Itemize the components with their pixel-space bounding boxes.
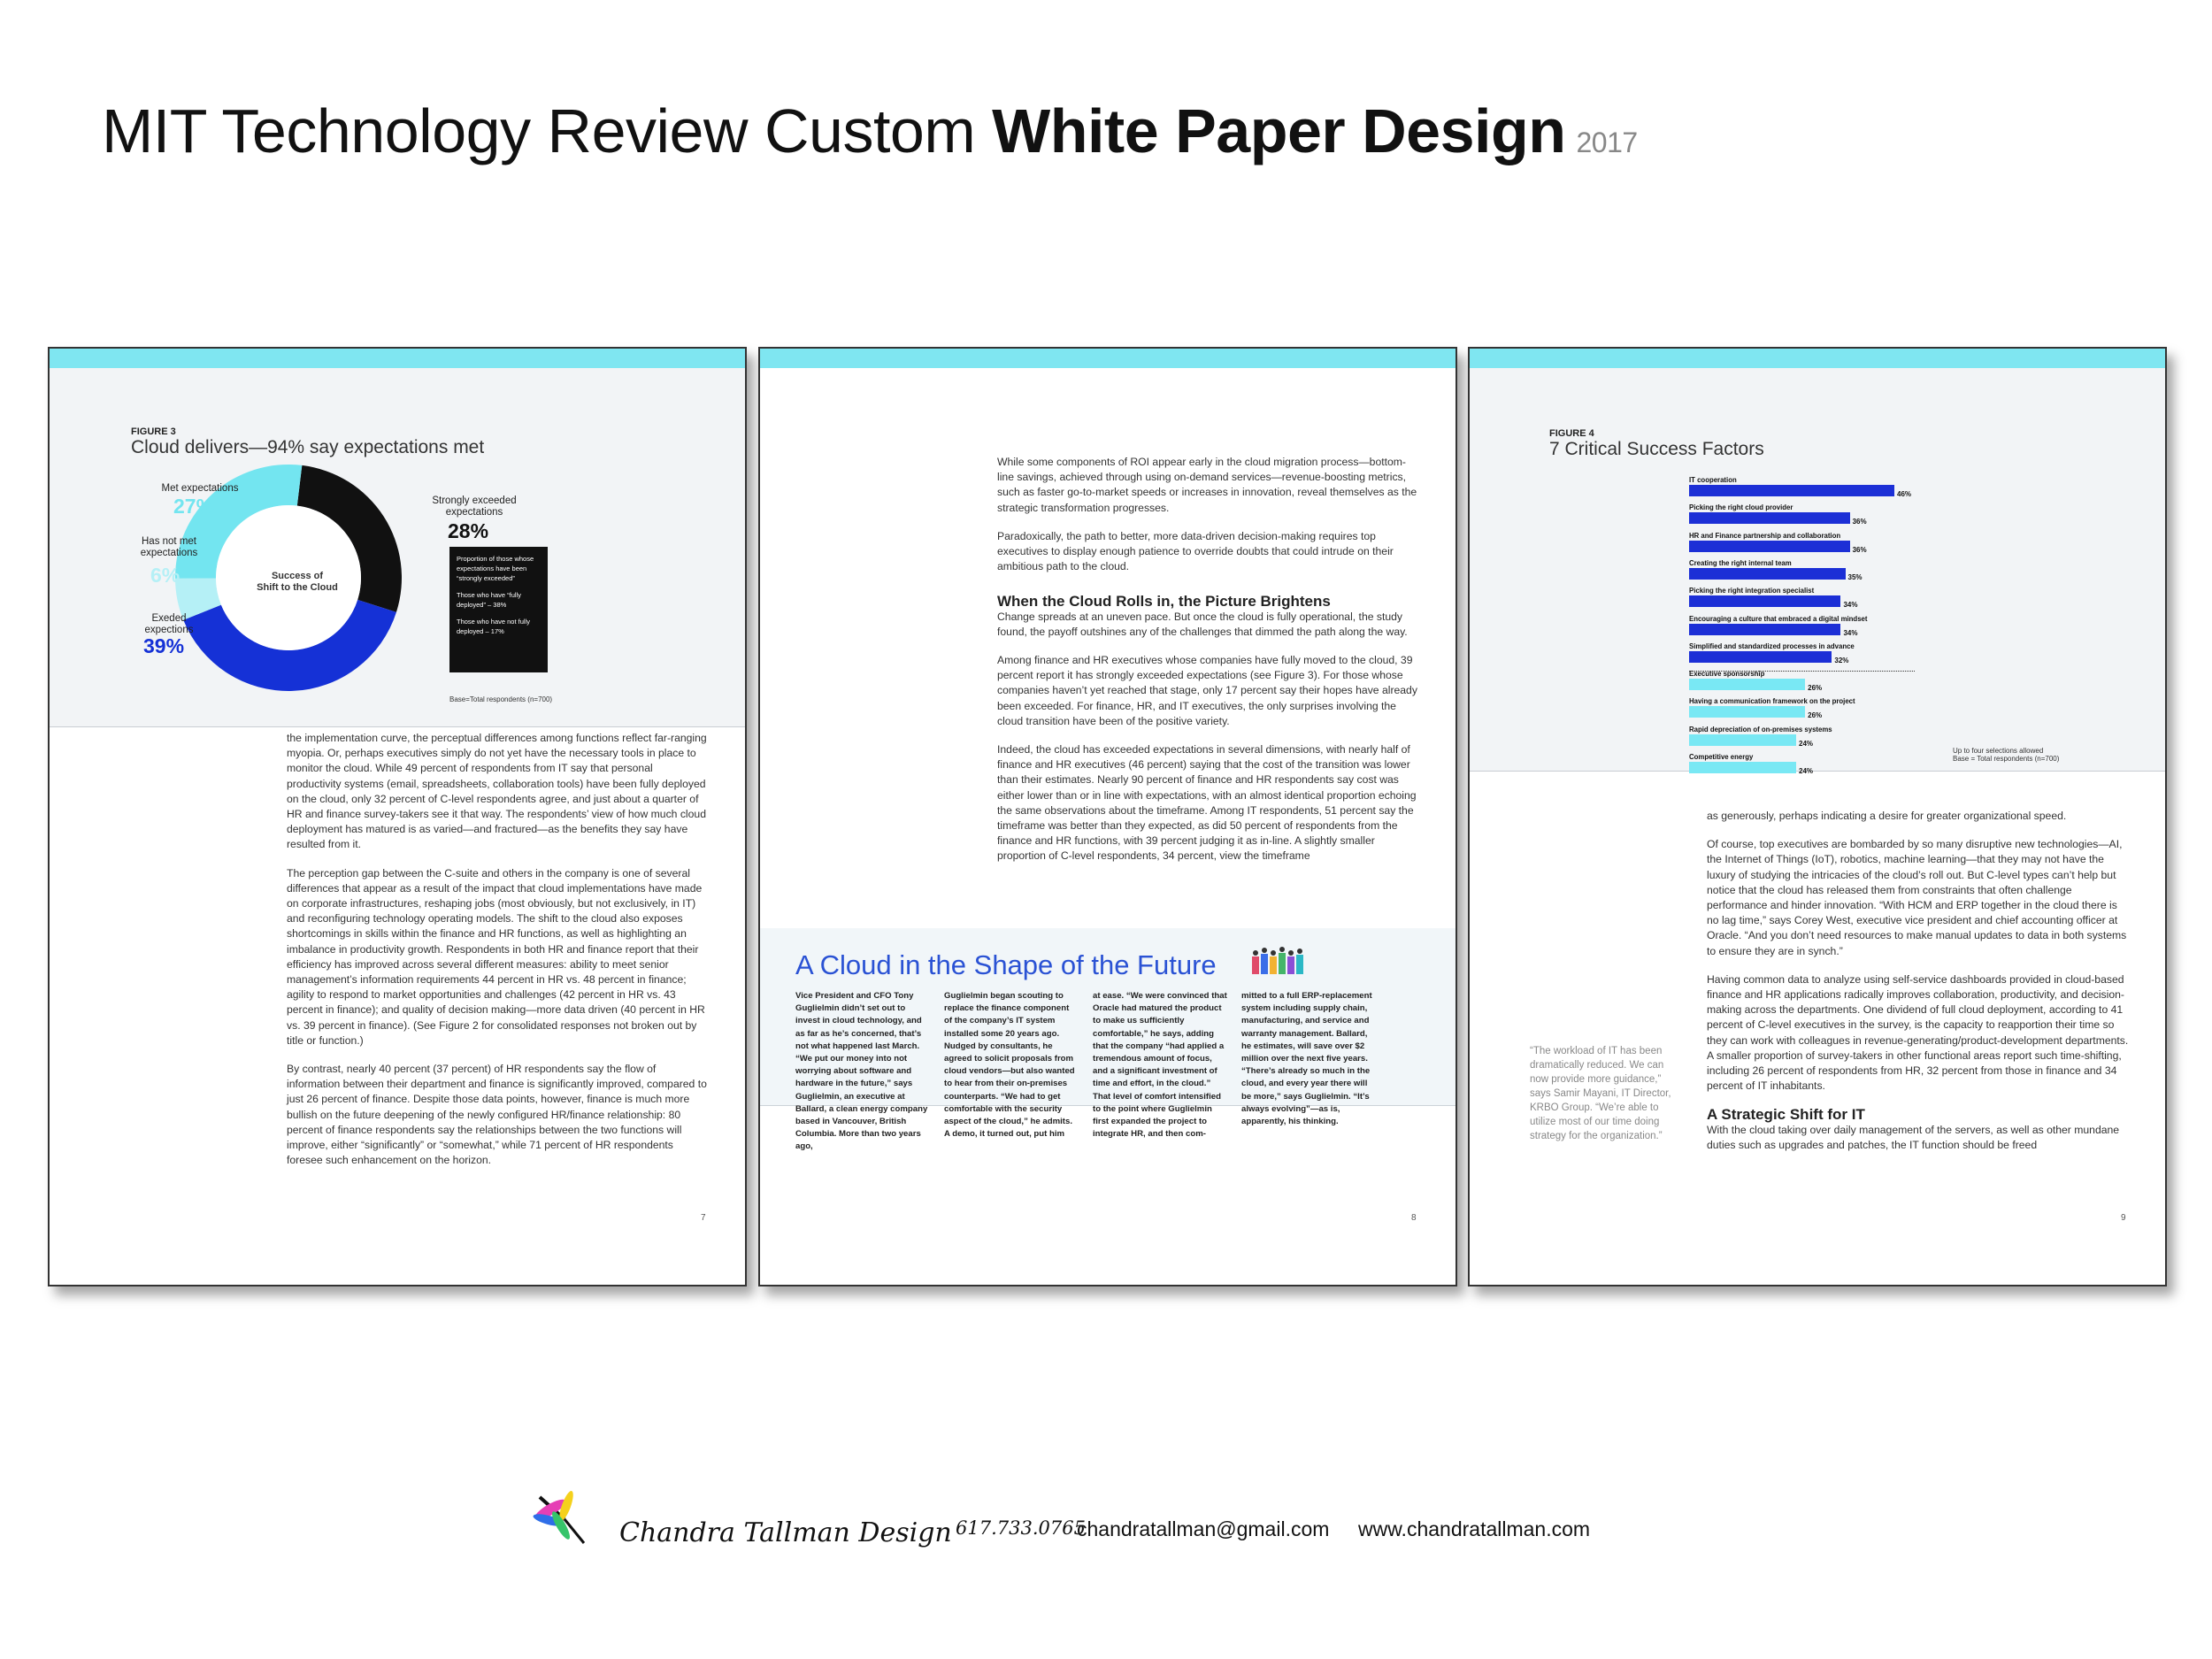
bar-label: IT cooperation xyxy=(1689,476,1737,484)
label-exceeded xyxy=(120,613,218,636)
section-heading: A Strategic Shift for IT xyxy=(1707,1106,1865,1124)
callout-line-1: Proportion of those whose expectations have been “strongly exceeded” xyxy=(457,555,534,582)
page-number: 7 xyxy=(701,1213,706,1223)
bar-value: 36% xyxy=(1852,518,1867,526)
page-9-body xyxy=(1707,809,2130,1166)
bar-label: Having a communication framework on the project xyxy=(1689,697,1855,706)
paragraph: Among finance and HR executives whose companies have fully moved to the cloud, 39 percent report it has strongly exceeded expectations (see Figure 3). For those whose companies haven’t yet reached that stage, only 17 percent say their hopes have already been exceeded. For finance, HR, and IT executives, the only surprises involving the cloud transition have been of the positive variety. xyxy=(997,654,1417,727)
page-number: 8 xyxy=(1411,1213,1417,1223)
page-7-body xyxy=(287,731,710,1181)
donut-center-2: Shift to the Cloud xyxy=(257,582,338,593)
top-seven-divider xyxy=(1689,671,1915,672)
label-notmet-1: Has not met xyxy=(142,536,196,547)
bar xyxy=(1689,485,1894,496)
callout-line-2: Those who have “fully deployed” – 38% xyxy=(457,591,521,609)
bar xyxy=(1689,624,1840,635)
bar-value: 26% xyxy=(1808,711,1823,720)
pct-notmet: 6% xyxy=(150,564,180,587)
footer-website[interactable]: www.chandratallman.com xyxy=(1358,1517,1591,1540)
callout-box xyxy=(449,547,548,672)
paragraph: While some components of ROI appear early in the cloud migration process—bottom-line savings, achieved through using on-demand services—revenue-boosting metrics, such as faster go-to-market speeds or increases in innovation, reveal themselves as the strategic transformation progresses. xyxy=(997,456,1417,514)
bar-label: Executive sponsorship xyxy=(1689,670,1765,679)
label-notmet xyxy=(120,536,218,559)
donut-center-label xyxy=(244,571,350,594)
pct-met: 27% xyxy=(173,495,215,518)
paragraph: as generously, perhaps indicating a desire for greater organizational speed. xyxy=(1707,810,2067,822)
bar xyxy=(1689,734,1796,746)
section-heading: When the Cloud Rolls in, the Picture Brightens xyxy=(997,593,1331,611)
footer-email[interactable]: chandratallman@gmail.com xyxy=(1077,1517,1330,1540)
sidebar-panel xyxy=(760,928,1455,1152)
paragraph: Having common data to analyze using self-service dashboards provided in cloud-based finance and HR applications radically improves collaboration, productivity, and decision-making across the departments. One dividend of full cloud deployment, according to 41 percent of C-level executives in the survey, is the capacity to reapportion their time so they can work with colleagues in revenue-generating/product-development departments. A smaller proportion of survey-takers in other functional areas report such time-shifting, including 26 percent of respondents from HR, 32 percent from those in finance and 34 percent of IT inhabitants. xyxy=(1707,972,2129,1093)
pull-quote: “The workload of IT has been dramatically reduced. We can now provide more guidance,” says Samir Mayani, IT Director, KRBO Group. “We’re able to utilize most of our time doing strategy for the organization.” xyxy=(1530,1046,1671,1141)
bar-value: 46% xyxy=(1897,490,1912,498)
base-note: Base=Total respondents (n=700) xyxy=(449,695,553,703)
title-bold: White Paper Design xyxy=(992,96,1566,165)
sidebar-title: A Cloud in the Shape of the Future xyxy=(795,949,1217,980)
footer-brand xyxy=(619,1517,952,1548)
paragraph: the implementation curve, the perceptual differences among functions reflect far-ranging myopia. Or, perhaps executives simply do not yet have the necessary tools in place to monitor the cloud. While 49 percent of respondents from IT say that personal productivity systems (email, spreadsheets, collaboration tools) have been fully deployed on the cloud, only 32 percent of C-level respondents agree, and just about a quarter of HR and finance survey-takers see it that way. The respondents’ view of how much cloud deployment has matured is as varied—and fractured—as the benefits they say have resulted from it. xyxy=(287,732,707,851)
sidebar-column: Guglielmin began scouting to replace the finance component of the company’s IT system installed some 20 years ago. Nudged by consultants, he agreed to solicit proposals from cloud vendors—but also wanted to hear from their on-premises counterparts. “We had to get comfortable with the security aspect of the cloud,” he admits. A demo, it turned out, put him xyxy=(944,991,1075,1140)
bar-chart xyxy=(1470,368,2165,775)
paragraph: The perception gap between the C-suite and others in the company is one of several differences that appear as a result of the impact that cloud implementations have made on corporate infrastructures, reshaping jobs (most obviously, but not exclusively, in IT) and reconfiguring technology operating models. The shift to the cloud also exposes shortcomings in skills within the finance and HR functions, as well as highlighting an imbalance in productivity growth. Respondents in both HR and finance report that their efficiency has improved across several different measures: ability to meet senior management’s information requirements 44 percent in HR vs. 48 percent in finance; agility to respond to market opportunities and challenges (42 percent in HR vs. 43 percent in finance); and quality of decision making—more data driven (40 percent in HR vs. 39 percent in finance). (See Figure 2 for consolidated responses not broken out by title or function.) xyxy=(287,866,705,1047)
pct-exceeded: 39% xyxy=(143,634,185,657)
sidebar-column: at ease. “We were convinced that Oracle had matured the product to make us sufficiently comfortable,” he says, adding that the company “had applied a tremendous amount of focus, and a significant investment of time and effort, in the cloud.” That level of comfort intensified to the point where Guglielmin first expanded the project to integrate HR, and then com- xyxy=(1093,991,1227,1140)
figure-title: 7 Critical Success Factors xyxy=(1549,439,1764,459)
paragraph: Of course, top executives are bombarded by so many disruptive new technologies—AI, the Internet of Things (IoT), robotics, machine learning—that they may not have the luxury of studying the intricacies of the cloud’s roll out. But C-level types can’t help but notice that the cloud has released them from constraints that often challenge performance and hinder innovation. “With HCM and ERP together in the cloud there is no lag time,” says Corey West, executive vice president and chief accounting officer at Oracle. “And you don’t need resources to make manual updates to data in both systems to ensure they are in synch.” xyxy=(1707,838,2127,957)
bar xyxy=(1689,512,1850,524)
donut-center-1: Success of xyxy=(271,571,324,581)
brand-name: Chandra Tallman Design xyxy=(619,1517,952,1548)
pct-strong: 28% xyxy=(448,519,489,542)
bar-label: HR and Finance partnership and collaboration xyxy=(1689,531,1841,540)
bar xyxy=(1689,595,1840,607)
chart-note xyxy=(1953,747,2059,763)
page-9 xyxy=(1468,347,2167,1286)
paragraph: Indeed, the cloud has exceeded expectations in several dimensions, with nearly half of finance and HR executives (46 percent) saying that the cost of the transition was lower than their estimates. Nearly 90 percent of finance and HR respondents say cost was either lower than or in line with expectations, with an almost identical proportion echoing the same observations about the timeframe. Among IT respondents, 51 percent say the timeframe was better than they expected, as did 50 percent of respondents from the finance and HR functions, with 39 percent judging it as in-line. A slightly smaller proportion of C-level respondents, 34 percent, view the timeframe xyxy=(997,743,1417,863)
label-met: Met expectations xyxy=(161,483,239,494)
bar xyxy=(1689,568,1846,580)
sidebar-column: mitted to a full ERP-replacement system including supply chain, manufacturing, and service and warranty management. Ballard, he estimates, will save over $2 million over the next five years. “There’s already so much in the cloud, and every year there will be more,” says Guglielmin. “It’s always evolving”—as is, apparently, his thinking. xyxy=(1241,991,1372,1127)
label-exceeded-1: Exeded xyxy=(151,613,187,624)
bar xyxy=(1689,706,1805,718)
paragraph: Change spreads at an uneven pace. But once the cloud is fully operational, the study found, the payoff outshines any of the challenges that dimmed the path along the way. xyxy=(997,610,1408,638)
footer-phone: 617.733.0765 xyxy=(956,1517,1086,1539)
bar-value: 35% xyxy=(1847,572,1863,581)
figure-4-panel xyxy=(1470,368,2165,775)
page-title xyxy=(102,96,1638,166)
figure-3-panel xyxy=(50,368,745,727)
label-exceeded-2: expections xyxy=(144,625,194,635)
bar-label: Creating the right internal team xyxy=(1689,558,1792,567)
page-top-band xyxy=(50,349,745,368)
bar xyxy=(1689,762,1796,773)
bar xyxy=(1689,541,1850,552)
bar-label: Picking the right integration specialist xyxy=(1689,587,1815,595)
title-year: 2017 xyxy=(1576,127,1638,158)
page-number: 9 xyxy=(2121,1213,2126,1223)
bar-label: Encouraging a culture that embraced a digital mindset xyxy=(1689,614,1868,623)
title-light: MIT Technology Review Custom xyxy=(102,96,976,165)
bar-value: 24% xyxy=(1799,739,1814,748)
figure-label: FIGURE 4 xyxy=(1549,428,1594,439)
people-illustration-icon xyxy=(1247,942,1309,978)
bar-label: Picking the right cloud provider xyxy=(1689,503,1793,512)
paragraph: With the cloud taking over daily management of the servers, as well as other mundane duties such as upgrades and patches, the IT function should be freed xyxy=(1707,1123,2120,1151)
chart-note-2: Base = Total respondents (n=700) xyxy=(1953,755,2060,763)
bar-value: 36% xyxy=(1852,545,1867,554)
bar xyxy=(1689,679,1805,690)
sidebar-column: Vice President and CFO Tony Guglielmin didn’t set out to invest in cloud technology, and as far as he’s concerned, that’s not what happened last March. “We put our money into not worrying about software and hardware in the future,” says Guglielmin, an executive at Ballard, a clean energy company based in Vancouver, British Columbia. More than two years ago, xyxy=(795,991,928,1152)
bar-label: Competitive energy xyxy=(1689,753,1754,761)
figure-title: Cloud delivers—94% say expectations met xyxy=(131,437,485,457)
figure-label: FIGURE 3 xyxy=(131,426,176,437)
bar-label: Rapid depreciation of on-premises systems xyxy=(1689,725,1832,733)
page-7 xyxy=(48,347,747,1286)
bar-value: 34% xyxy=(1843,601,1858,610)
bar-value: 34% xyxy=(1843,628,1858,637)
paragraph: Paradoxically, the path to better, more data-driven decision-making requires top executives to display enough patience to override doubts that could intrude on their ambitious path to the cloud. xyxy=(997,529,1394,573)
page-top-band xyxy=(760,349,1455,368)
bar xyxy=(1689,651,1832,663)
callout-line-3: Those who have not fully deployed – 17% xyxy=(457,618,530,635)
bar-value: 32% xyxy=(1834,656,1849,664)
page-8 xyxy=(758,347,1457,1286)
label-strong-1: Strongly exceeded xyxy=(432,495,517,506)
page-top-band xyxy=(1470,349,2165,368)
bar-value: 24% xyxy=(1799,767,1814,775)
paragraph: By contrast, nearly 40 percent (37 percent) of HR respondents say the flow of information between their department and finance is significantly improved, compared to just 26 percent of finance. Despite those data points, however, finance is much more bullish on the future deepening of the newly configured HR/finance relationship: 80 percent of finance respondents say the relationships between the two functions will improve, either “significantly” or “somewhat,” while 71 percent of HR respondents foresee such enhancement on the horizon. xyxy=(287,1063,707,1167)
label-strong-2: expectations xyxy=(445,507,503,518)
chart-note-1: Up to four selections allowed xyxy=(1953,747,2044,755)
label-strong xyxy=(421,495,527,518)
bar-value: 26% xyxy=(1808,684,1823,693)
page-8-body xyxy=(997,455,1420,878)
dragonfly-logo-icon xyxy=(531,1488,593,1550)
label-notmet-2: expectations xyxy=(140,548,198,558)
bar-label: Simplified and standardized processes in advance xyxy=(1689,641,1855,650)
